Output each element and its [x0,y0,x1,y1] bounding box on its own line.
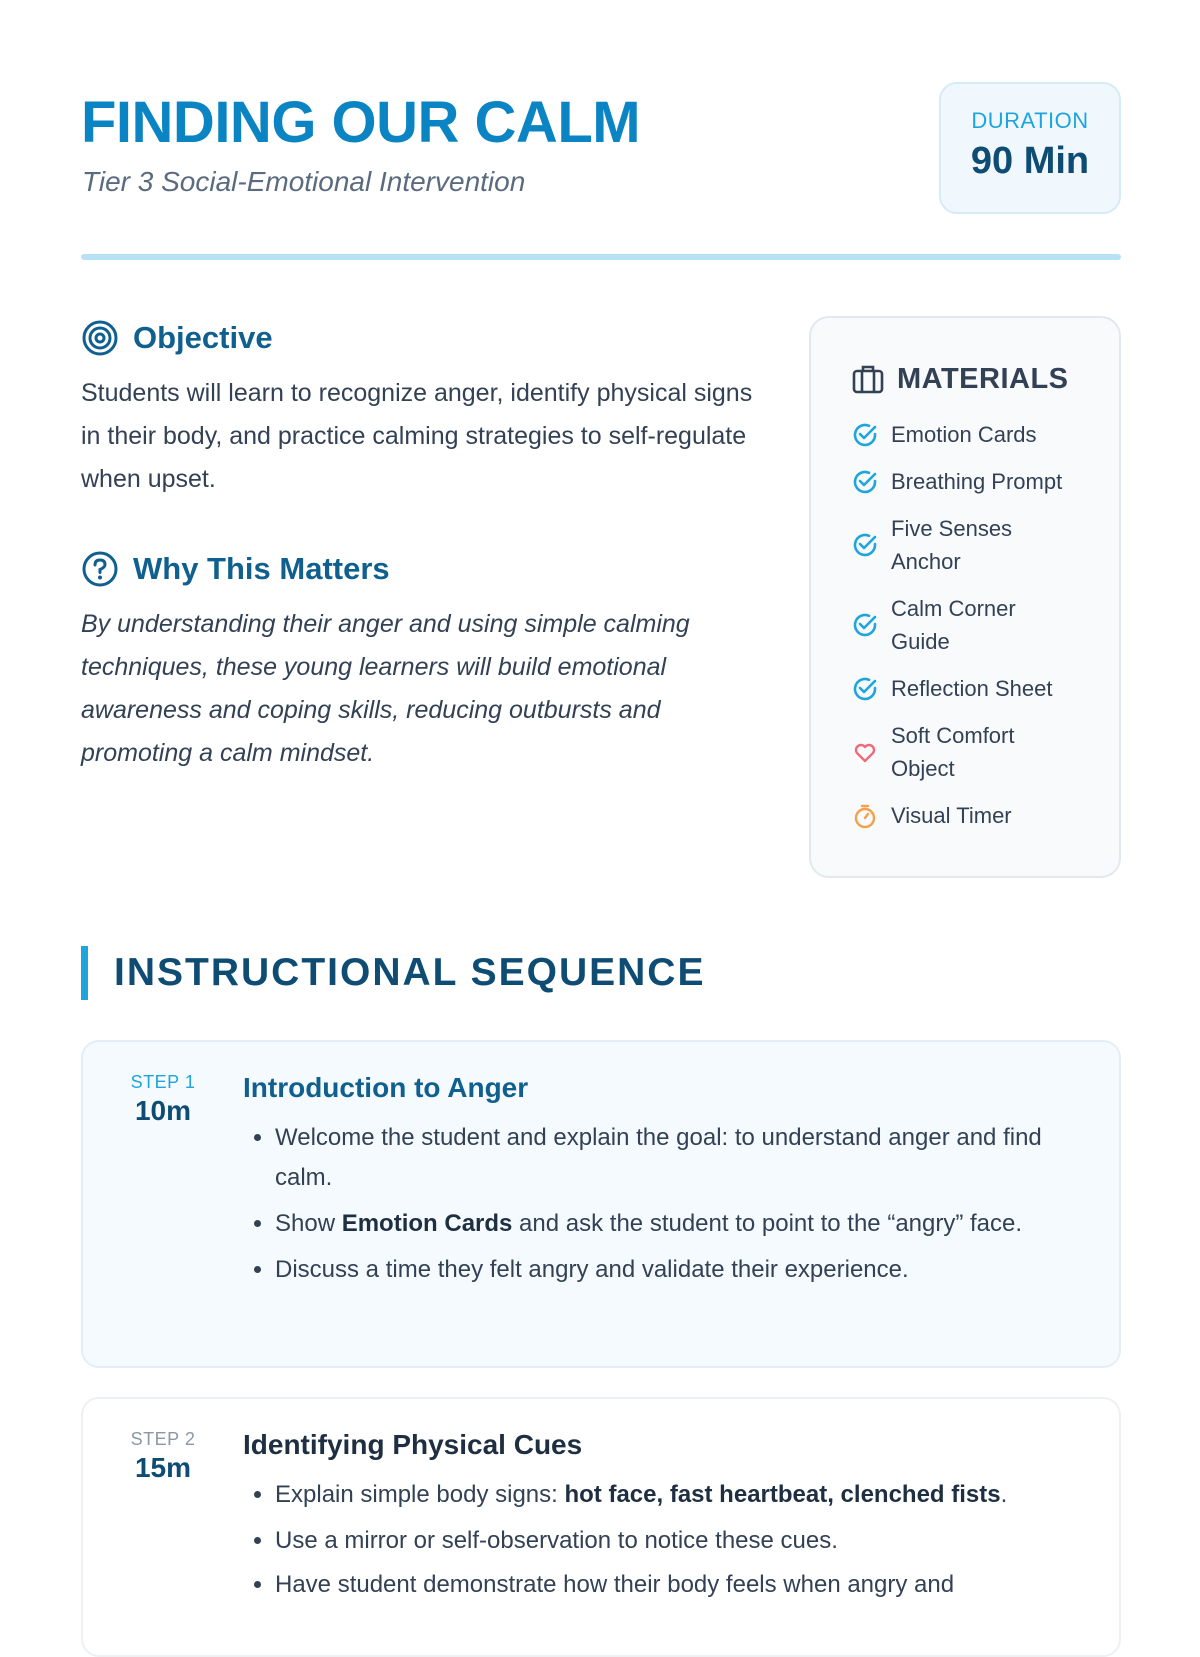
materials-card [809,316,1121,878]
header [81,90,1121,220]
step-bullet: • Discuss a time they felt angry and validate their experience. [275,1250,1093,1290]
step-number: STEP 1 [130,1072,196,1092]
step-body [243,1072,1093,1296]
header-divider [81,254,1121,260]
why-text: By understanding their anger and using simple calming techniques, these young learners will build emotional awareness and coping skills, reducing outbursts and promoting a calm mindset. [81,610,690,767]
step-badge [123,1429,203,1484]
duration-badge [939,82,1121,214]
page-subtitle: Tier 3 Social-Emotional Intervention [82,166,526,197]
duration-label: DURATION [971,108,1089,133]
step-bullet: • Show Emotion Cards and ask the student to point to the “angry” face. [275,1204,1093,1244]
step-body [243,1429,1093,1611]
materials-item-label: Breathing Prompt [891,469,1063,494]
materials-item [851,465,1119,498]
materials-list [851,418,1119,832]
check-circle-icon [851,531,879,559]
check-circle-icon [851,421,879,449]
materials-item [851,719,1119,785]
materials-item [851,799,1119,832]
step-card [81,1040,1121,1368]
step-bullet: • Use a mirror or self-observation to notice these cues. [275,1521,1093,1561]
step-title: Introduction to Anger [243,1072,529,1103]
materials-item-label: Reflection Sheet [891,676,1053,701]
objective-heading: Objective [133,320,273,355]
step-bullet: • Welcome the student and explain the goal: to understand anger and find calm. [275,1118,1093,1198]
check-circle-icon [851,611,879,639]
heart-icon [851,738,879,766]
step-card [81,1397,1121,1657]
sequence-heading: INSTRUCTIONAL SEQUENCE [114,951,706,994]
page-title: FINDING OUR CALM [81,90,641,155]
left-column [81,314,761,775]
materials-item-label: Emotion Cards [891,422,1037,447]
materials-item-label: Soft Comfort Object [891,723,1015,781]
target-icon [81,319,119,357]
step-time: 10m [134,1095,192,1126]
step-bullet: • Have student demonstrate how their body feels when angry and [275,1565,1093,1605]
step-number: STEP 2 [130,1429,196,1449]
question-circle-icon [81,550,119,588]
timer-icon [851,802,879,830]
step-title: Identifying Physical Cues [243,1429,583,1460]
sequence-heading-row [81,946,706,1000]
check-circle-icon [851,675,879,703]
materials-item-label: Calm Corner Guide [891,596,1016,654]
materials-item-label: Visual Timer [891,803,1012,828]
step-bullets [243,1118,1093,1290]
check-circle-icon [851,468,879,496]
objective-heading-row [81,314,761,362]
objective-text: Students will learn to recognize anger, identify physical signs in their body, and practice calming strategies to self-regulate when upset. [81,379,753,493]
step-badge [123,1072,203,1127]
materials-item [851,418,1119,451]
why-heading-row [81,545,761,593]
materials-heading: MATERIALS [897,362,1069,395]
step-bullet: • Explain simple body signs: hot face, fast heartbeat, clenched fists. [275,1475,1093,1515]
briefcase-icon [851,362,885,396]
why-section [81,545,761,775]
materials-item [851,512,1119,578]
step-bullets [243,1475,1093,1605]
materials-item [851,592,1119,658]
materials-item [851,672,1119,705]
materials-item-label: Five Senses Anchor [891,516,1013,574]
why-heading: Why This Matters [133,551,390,586]
step-time: 15m [134,1452,192,1483]
duration-value: 90 Min [970,140,1090,182]
materials-heading-row [851,362,1119,396]
